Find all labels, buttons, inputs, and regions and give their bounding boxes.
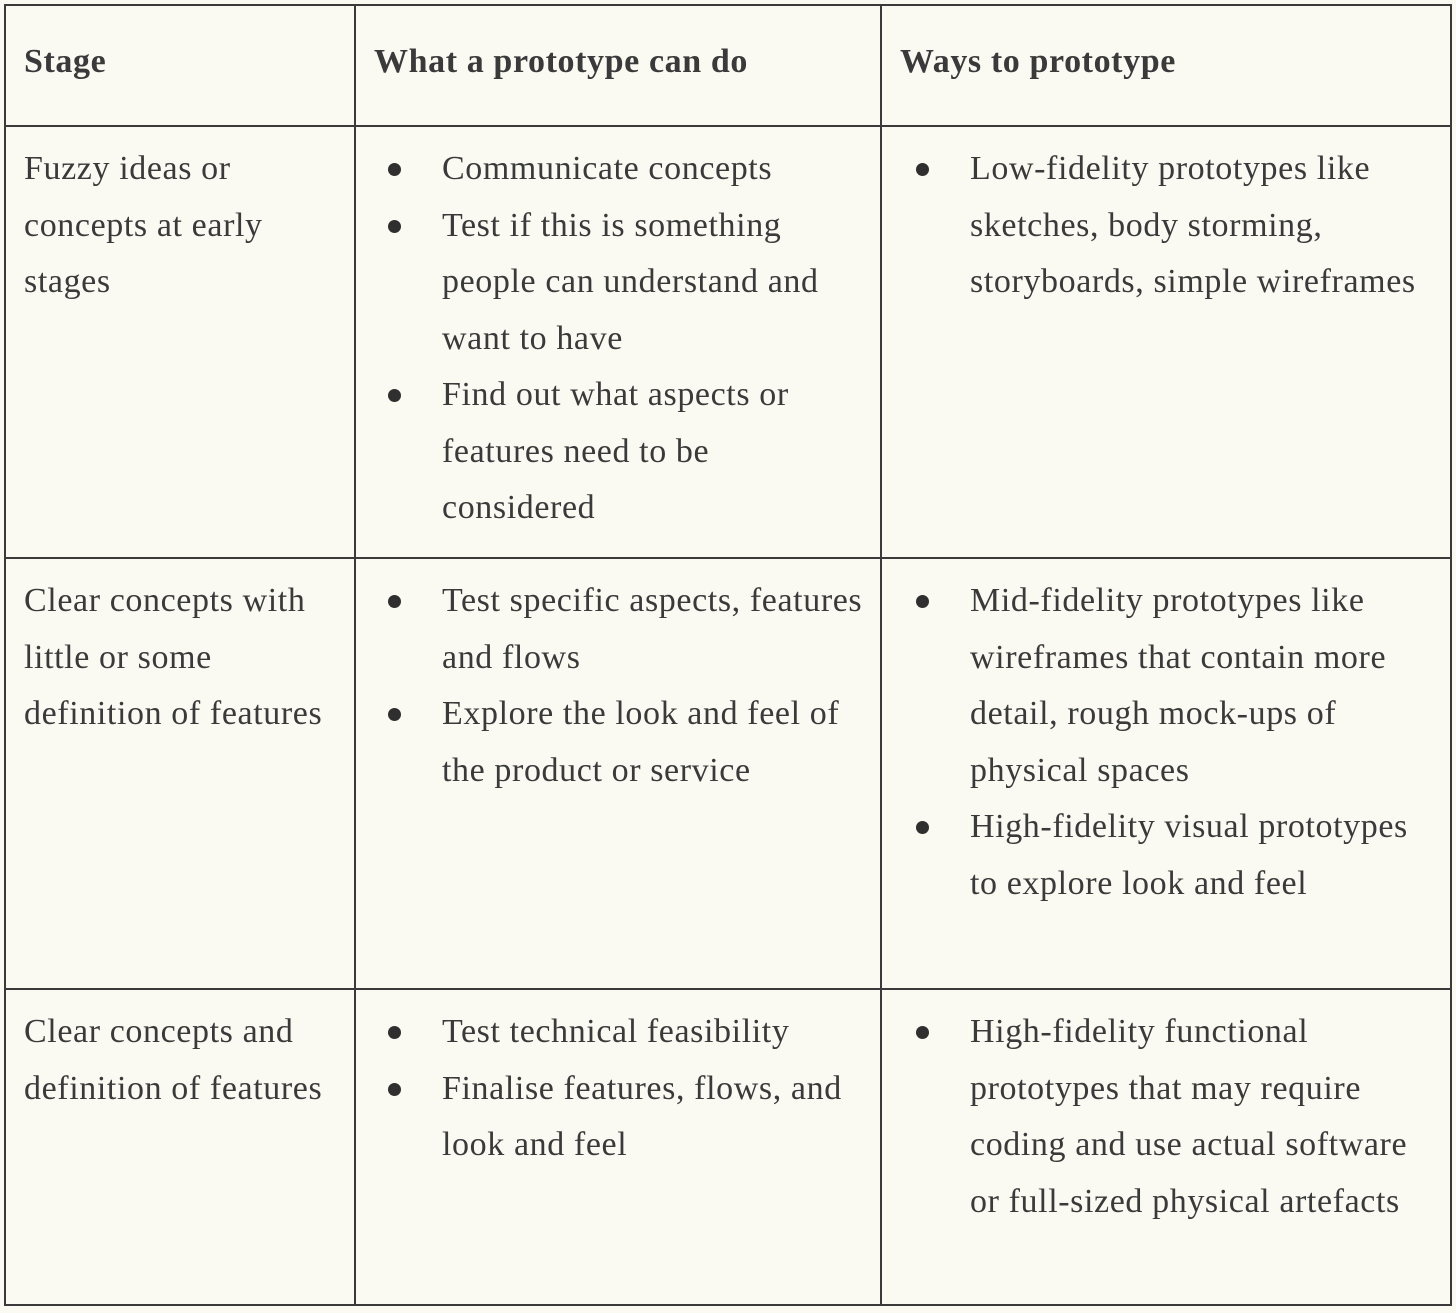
- header-stage: [5, 5, 355, 126]
- ways-cell: [881, 989, 1451, 1305]
- ways-cell: [881, 126, 1451, 558]
- list-item: [372, 1061, 866, 1174]
- ways-list: [900, 1004, 1438, 1230]
- list-item: [900, 573, 1438, 799]
- can-do-cell: [355, 126, 881, 558]
- stage-text: Clear concepts and definition of features: [24, 1013, 323, 1107]
- list-item-text: Test technical feasibility: [442, 1013, 790, 1050]
- table-row: [5, 558, 1451, 989]
- bullet-icon: [916, 1026, 929, 1039]
- can-do-list: [372, 141, 866, 537]
- bullet-icon: [916, 595, 929, 608]
- stage-text: Fuzzy ideas or concepts at early stages: [24, 150, 263, 300]
- list-item: [372, 141, 866, 198]
- header-ways: [881, 5, 1451, 126]
- can-do-cell: [355, 558, 881, 989]
- list-item-text: Test if this is something people can understand and want to have: [442, 206, 819, 357]
- list-item-text: Mid-fidelity prototypes like wireframes that contain more detail, rough mock-ups of physical spaces: [970, 582, 1387, 789]
- list-item: [372, 1004, 866, 1061]
- ways-list: [900, 141, 1438, 311]
- table-row: [5, 126, 1451, 558]
- table-header-row: [5, 5, 1451, 126]
- list-item: [900, 141, 1438, 311]
- header-ways-label: Ways to prototype: [900, 43, 1176, 80]
- table-row: [5, 989, 1451, 1305]
- bullet-icon: [916, 163, 929, 176]
- bullet-icon: [388, 595, 401, 608]
- list-item-text: High-fidelity visual prototypes to explore look and feel: [970, 808, 1408, 902]
- list-item-text: Finalise features, flows, and look and feel: [442, 1069, 842, 1163]
- stage-text: Clear concepts with little or some definition of features: [24, 582, 323, 732]
- list-item: [900, 799, 1438, 912]
- list-item-text: High-fidelity functional prototypes that may require coding and use actual software or full-sized physical artefacts: [970, 1013, 1408, 1220]
- bullet-icon: [388, 1026, 401, 1039]
- header-what-can-do: [355, 5, 881, 126]
- list-item-text: Communicate concepts: [442, 150, 773, 187]
- list-item-text: Find out what aspects or features need to be considered: [442, 376, 789, 526]
- bullet-icon: [388, 389, 401, 402]
- ways-cell: [881, 558, 1451, 989]
- can-do-list: [372, 573, 866, 799]
- stage-cell: [5, 989, 355, 1305]
- list-item: [372, 573, 866, 686]
- bullet-icon: [388, 1083, 401, 1096]
- list-item: [372, 686, 866, 799]
- ways-list: [900, 573, 1438, 912]
- bullet-icon: [388, 163, 401, 176]
- stage-cell: [5, 558, 355, 989]
- bullet-icon: [916, 821, 929, 834]
- list-item-text: Low-fidelity prototypes like sketches, body storming, storyboards, simple wireframes: [970, 150, 1416, 300]
- bullet-icon: [388, 708, 401, 721]
- header-stage-label: Stage: [24, 43, 107, 80]
- header-what-can-do-label: What a prototype can do: [374, 43, 748, 80]
- list-item: [372, 367, 866, 537]
- list-item-text: Test specific aspects, features and flows: [442, 582, 863, 676]
- list-item: [372, 198, 866, 368]
- bullet-icon: [388, 220, 401, 233]
- list-item: [900, 1004, 1438, 1230]
- list-item-text: Explore the look and feel of the product or service: [442, 695, 840, 789]
- stage-cell: [5, 126, 355, 558]
- can-do-cell: [355, 989, 881, 1305]
- prototyping-stages-table: [4, 4, 1452, 1306]
- can-do-list: [372, 1004, 866, 1174]
